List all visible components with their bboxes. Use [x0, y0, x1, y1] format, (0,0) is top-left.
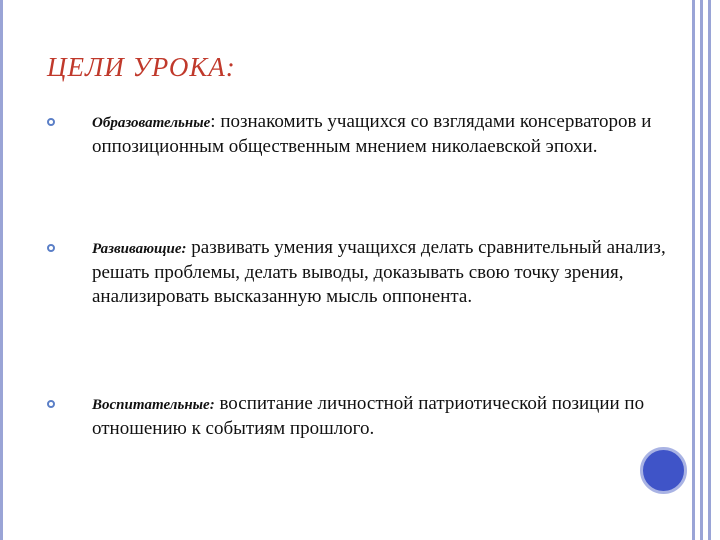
- list-item-text: [92, 110, 680, 159]
- list-item-heading: Развивающие:: [92, 241, 187, 257]
- list-item-body: воспитание личностной патриотической позиции по отношению к событиям прошлого.: [92, 393, 645, 439]
- right-decorative-rule: [708, 0, 711, 540]
- list-item-body: развивать умения учащихся делать сравнительный анализ, решать проблемы, делать выводы, доказывать свою точку зрения, анализировать высказанную мысль оппонента.: [92, 237, 666, 307]
- list-item-separator: :: [210, 111, 216, 132]
- list-item-heading: Образовательные: [92, 115, 211, 131]
- list-item-text: [92, 236, 680, 309]
- left-decorative-rule: [0, 0, 3, 540]
- slide-title: ЦЕЛИ УРОКА:: [47, 52, 236, 82]
- bullet-circle-icon: [47, 244, 55, 252]
- decorative-circle-icon: [640, 447, 687, 494]
- right-decorative-rule: [692, 0, 695, 540]
- list-item-heading: Воспитательные:: [92, 397, 215, 413]
- list-item-text: [92, 392, 680, 441]
- bullet-circle-icon: [47, 118, 55, 126]
- list-item-body: познакомить учащихся со взглядами консерваторов и оппозиционным общественным мнением николаевской эпохи.: [92, 111, 652, 157]
- bullet-circle-icon: [47, 400, 55, 408]
- right-decorative-rule: [700, 0, 703, 540]
